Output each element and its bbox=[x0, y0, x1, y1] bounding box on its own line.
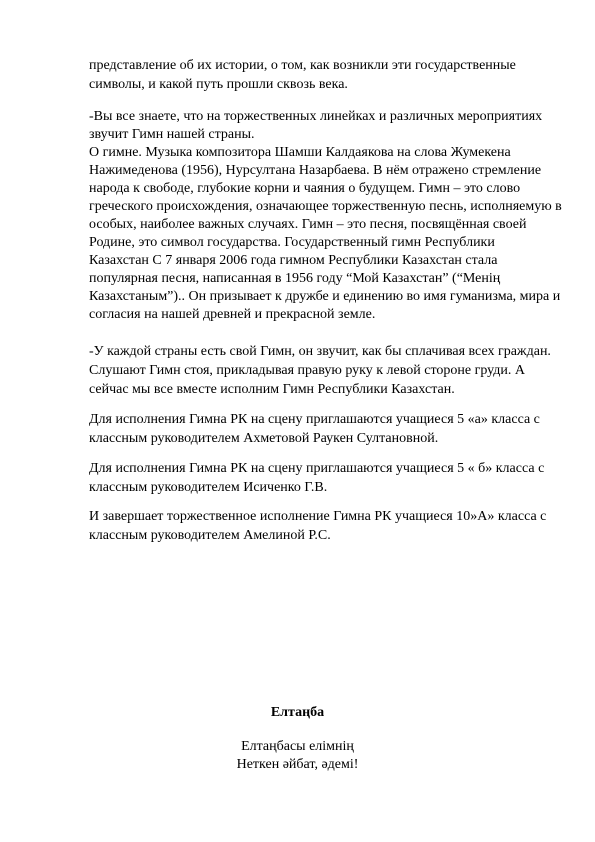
paragraph-2-line-5: народа к свободе, глубокие корни и чаяния о будущем. Гимн – это слово bbox=[89, 181, 521, 196]
paragraph-2-line-7: особых, наиболее важных случаях. Гимн – это песня, посвящённая своей bbox=[89, 217, 527, 232]
paragraph-2-line-6: греческого происхождения, означающее торжественную песнь, исполняемую в bbox=[89, 199, 562, 214]
paragraph-2-line-10: популярная песня, написанная в 1956 году “Мой Казахстан” (“Менің bbox=[89, 271, 501, 286]
paragraph-5-line-2: классным руководителем Исиченко Г.В. bbox=[89, 480, 328, 495]
paragraph-3-line-3: сейчас мы все вместе исполним Гимн Республики Казахстан. bbox=[89, 382, 455, 397]
paragraph-1-line-2: символы, и какой путь прошли сквозь века. bbox=[89, 77, 348, 92]
paragraph-2-line-2: звучит Гимн нашей страны. bbox=[89, 127, 255, 142]
paragraph-6-line-2: классным руководителем Амелиной Р.С. bbox=[89, 528, 331, 543]
paragraph-2-line-11: Казахстаным”).. Он призывает к дружбе и единению во имя гуманизма, мира и bbox=[89, 289, 561, 304]
paragraph-2-line-12: согласия на нашей древней и прекрасной земле. bbox=[89, 307, 376, 322]
paragraph-2-line-9: Казахстан С 7 января 2006 года гимном Республики Казахстан стала bbox=[89, 253, 498, 268]
poem-line-1: Елтаңбасы елімнің bbox=[241, 739, 354, 754]
paragraph-3-line-2: Слушают Гимн стоя, прикладывая правую руку к левой стороне груди. А bbox=[89, 363, 526, 378]
paragraph-4-line-2: классным руководителем Ахметовой Раукен Султановной. bbox=[89, 431, 439, 446]
paragraph-2-line-8: Родине, это символ государства. Государственный гимн Республики bbox=[89, 235, 495, 250]
paragraph-3-line-1: -У каждой страны есть свой Гимн, он звучит, как бы сплачивая всех граждан. bbox=[89, 344, 551, 359]
paragraph-4-line-1: Для исполнения Гимна РК на сцену приглашаются учащиеся 5 «а» класса с bbox=[89, 412, 540, 427]
paragraph-5-line-1: Для исполнения Гимна РК на сцену приглашаются учащиеся 5 « б» класса с bbox=[89, 461, 545, 476]
paragraph-1-line-1: представление об их истории, о том, как возникли эти государственные bbox=[89, 58, 516, 73]
paragraph-2-line-3: О гимне. Музыка композитора Шамши Калдаякова на слова Жумекена bbox=[89, 145, 511, 160]
paragraph-2-line-4: Нажимеденова (1956), Нурсултана Назарбаева. В нём отражено стремление bbox=[89, 163, 542, 178]
poem-line-2: Неткен әйбат, әдемі! bbox=[236, 757, 359, 772]
paragraph-6-line-1: И завершает торжественное исполнение Гимна РК учащиеся 10»А» класса с bbox=[89, 509, 547, 524]
paragraph-2-line-1: -Вы все знаете, что на торжественных линейках и различных мероприятиях bbox=[89, 109, 543, 124]
section-heading: Елтаңба bbox=[270, 705, 325, 720]
